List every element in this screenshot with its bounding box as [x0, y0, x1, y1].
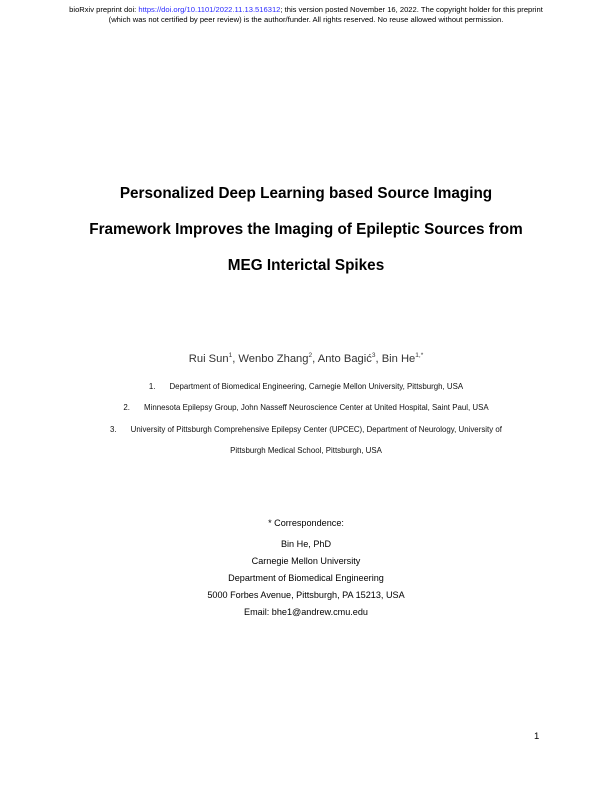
preprint-prefix: bioRxiv preprint doi: — [69, 5, 139, 14]
affiliation-2 — [0, 403, 612, 412]
preprint-header — [0, 5, 612, 24]
author-affiliation-mark: 3 — [371, 352, 376, 359]
doi-link[interactable]: https://doi.org/10.1101/2022.11.13.516312 — [138, 5, 281, 14]
author-list — [0, 352, 612, 365]
author-affiliation-mark: 1 — [228, 352, 233, 359]
preprint-line-2: (which was not certified by peer review) is the author/funder. All rights reserved. No reuse allowed without permission. — [108, 14, 504, 24]
author: Rui Sun$^1$, — [188, 352, 239, 365]
author-affiliation-mark: 2 — [308, 352, 313, 359]
correspondence-block — [0, 515, 612, 621]
author: Bin $He^{1,*}$ — [381, 352, 424, 365]
affiliation-number: 1. — [148, 382, 156, 391]
affiliation-text: University of Pittsburgh Comprehensive Epilepsy Center (UPCEC), Department of Neurology, University of — [130, 425, 502, 434]
page-number: 1 — [534, 731, 540, 742]
affiliation-3 — [0, 425, 612, 434]
correspondence-institution: Carnegie Mellon University — [251, 556, 361, 566]
preprint-notice: ; this version posted November 16, 2022. The copyright holder for this preprint — [280, 5, 543, 14]
affiliation-number: 3. — [110, 425, 117, 434]
author: Anto Bagić$^3$, — [317, 352, 382, 365]
paper-title — [0, 176, 612, 284]
author: Wenbo Zhang$^2$, — [238, 352, 318, 365]
correspondence-name: Bin He, PhD — [280, 539, 332, 549]
correspondence-department: Department of Biomedical Engineering — [228, 573, 384, 583]
affiliation-number: 2. — [123, 403, 130, 412]
correspondence-address: 5000 Forbes Avenue, Pittsburgh, PA 15213, USA — [207, 590, 405, 600]
author-affiliation-mark: 1,* — [415, 352, 424, 359]
correspondence-heading: * Correspondence: — [268, 518, 344, 528]
affiliation-text: Department of Biomedical Engineering, Carnegie Mellon University, Pittsburgh, USA — [169, 382, 464, 391]
title-line-3: MEG Interictal Spikes — [227, 257, 385, 274]
affiliation-1 — [0, 382, 612, 391]
correspondence-email: Email: bhe1@andrew.cmu.edu — [244, 607, 368, 617]
title-line-2: Framework Improves the Imaging of Epileptic Sources from — [89, 221, 523, 238]
affiliation-text: Minnesota Epilepsy Group, John Nasseff Neuroscience Center at United Hospital, Saint Paul, USA — [144, 403, 489, 412]
affiliation-3-continued: Pittsburgh Medical School, Pittsburgh, USA — [230, 446, 382, 455]
preprint-line-1 — [0, 5, 612, 15]
title-line-1: Personalized Deep Learning based Source Imaging — [119, 185, 493, 202]
